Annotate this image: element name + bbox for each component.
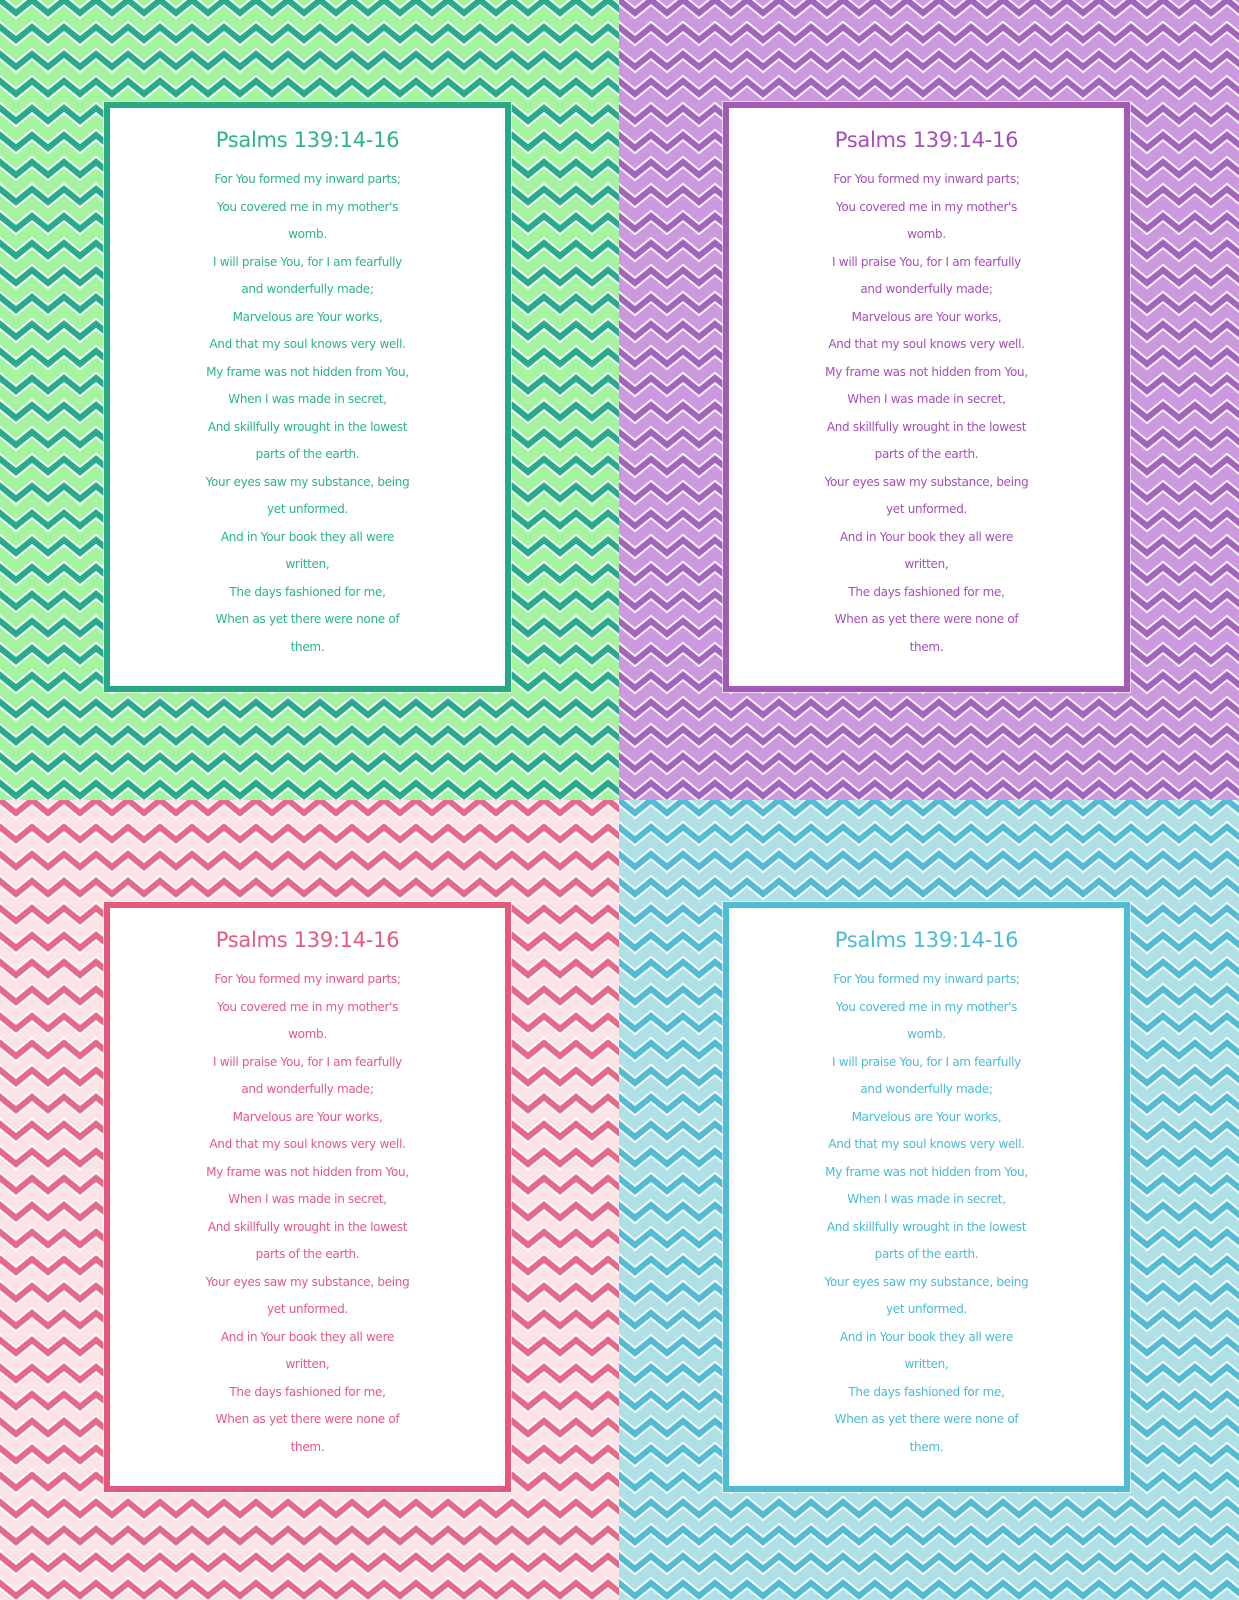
verse-text: [729, 166, 1124, 661]
verse-line: And that my soul knows very well.: [209, 337, 406, 351]
verse-card-blue: [619, 800, 1239, 1600]
verse-line: I will praise You, for I am fearfully: [213, 1054, 402, 1069]
verse-reference-title: Psalms 139:14-16: [834, 128, 1019, 152]
verse-line: written,: [285, 1357, 330, 1371]
verse-line: You covered me in my mother's: [835, 199, 1018, 214]
verse-line: Marvelous are Your works,: [232, 309, 383, 324]
verse-line: And skillfully wrought in the lowest: [207, 419, 408, 434]
verse-line: And in Your book they all were: [839, 529, 1014, 544]
verse-line: and wonderfully made;: [241, 1082, 374, 1096]
verse-text: [110, 966, 505, 1461]
verse-line: And in Your book they all were: [839, 1329, 1014, 1344]
verse-line: You covered me in my mother's: [216, 199, 399, 214]
verse-line: I will praise You, for I am fearfully: [832, 1054, 1021, 1069]
verse-line: When as yet there were none of: [834, 612, 1019, 626]
verse-line: And that my soul knows very well.: [209, 1137, 406, 1151]
verse-line: You covered me in my mother's: [216, 999, 399, 1014]
verse-line: When I was made in secret,: [228, 392, 387, 406]
verse-line: When I was made in secret,: [228, 1192, 387, 1206]
verse-line: And skillfully wrought in the lowest: [826, 419, 1027, 434]
verse-panel: [104, 102, 511, 692]
verse-line: And in Your book they all were: [220, 1329, 395, 1344]
verse-line: Marvelous are Your works,: [232, 1109, 383, 1124]
verse-line: womb.: [907, 227, 946, 241]
verse-text: [729, 966, 1124, 1461]
verse-line: parts of the earth.: [874, 1247, 979, 1261]
verse-line: parts of the earth.: [874, 447, 979, 461]
verse-line: womb.: [288, 1027, 327, 1041]
verse-line: For You formed my inward parts;: [833, 972, 1020, 986]
verse-line: parts of the earth.: [255, 447, 360, 461]
verse-line: Your eyes saw my substance, being: [824, 474, 1029, 489]
verse-line: and wonderfully made;: [860, 1082, 993, 1096]
verse-text: [110, 166, 505, 661]
verse-line: and wonderfully made;: [860, 282, 993, 296]
verse-line: yet unformed.: [885, 502, 968, 516]
verse-line: For You formed my inward parts;: [214, 172, 401, 186]
verse-line: And skillfully wrought in the lowest: [826, 1219, 1027, 1234]
verse-line: When I was made in secret,: [847, 1192, 1006, 1206]
verse-line: The days fashioned for me,: [848, 1384, 1005, 1399]
verse-line: The days fashioned for me,: [229, 584, 386, 599]
verse-line: And that my soul knows very well.: [828, 337, 1025, 351]
verse-line: womb.: [288, 227, 327, 241]
verse-line: Marvelous are Your works,: [851, 309, 1002, 324]
verse-reference-title: Psalms 139:14-16: [215, 128, 400, 152]
verse-line: And that my soul knows very well.: [828, 1137, 1025, 1151]
verse-line: Your eyes saw my substance, being: [824, 1274, 1029, 1289]
verse-line: My frame was not hidden from You,: [825, 364, 1028, 379]
verse-line: I will praise You, for I am fearfully: [832, 254, 1021, 269]
verse-line: Your eyes saw my substance, being: [205, 474, 410, 489]
verse-line: My frame was not hidden from You,: [206, 364, 409, 379]
verse-line: When as yet there were none of: [834, 1412, 1019, 1426]
verse-line: written,: [285, 557, 330, 571]
verse-line: them.: [909, 639, 944, 654]
verse-line: yet unformed.: [266, 502, 349, 516]
verse-line: When I was made in secret,: [847, 392, 1006, 406]
verse-panel: [723, 102, 1130, 692]
verse-line: womb.: [907, 1027, 946, 1041]
verse-line: them.: [290, 1439, 325, 1454]
verse-line: And in Your book they all were: [220, 529, 395, 544]
verse-line: The days fashioned for me,: [848, 584, 1005, 599]
verse-panel: [104, 902, 511, 1492]
verse-card-green: [0, 0, 619, 800]
verse-line: For You formed my inward parts;: [214, 972, 401, 986]
verse-line: When as yet there were none of: [215, 1412, 400, 1426]
verse-panel: [723, 902, 1130, 1492]
verse-line: them.: [909, 1439, 944, 1454]
verse-card-purple: [619, 0, 1239, 800]
verse-line: My frame was not hidden from You,: [206, 1164, 409, 1179]
verse-line: parts of the earth.: [255, 1247, 360, 1261]
verse-reference-title: Psalms 139:14-16: [834, 928, 1019, 952]
verse-line: yet unformed.: [885, 1302, 968, 1316]
verse-line: Marvelous are Your works,: [851, 1109, 1002, 1124]
verse-line: For You formed my inward parts;: [833, 172, 1020, 186]
verse-line: And skillfully wrought in the lowest: [207, 1219, 408, 1234]
verse-line: The days fashioned for me,: [229, 1384, 386, 1399]
verse-line: written,: [904, 1357, 949, 1371]
verse-line: yet unformed.: [266, 1302, 349, 1316]
verse-line: I will praise You, for I am fearfully: [213, 254, 402, 269]
verse-line: them.: [290, 639, 325, 654]
verse-line: and wonderfully made;: [241, 282, 374, 296]
verse-reference-title: Psalms 139:14-16: [215, 928, 400, 952]
verse-line: You covered me in my mother's: [835, 999, 1018, 1014]
verse-line: Your eyes saw my substance, being: [205, 1274, 410, 1289]
verse-line: written,: [904, 557, 949, 571]
verse-line: My frame was not hidden from You,: [825, 1164, 1028, 1179]
verse-line: When as yet there were none of: [215, 612, 400, 626]
verse-card-pink: [0, 800, 619, 1600]
